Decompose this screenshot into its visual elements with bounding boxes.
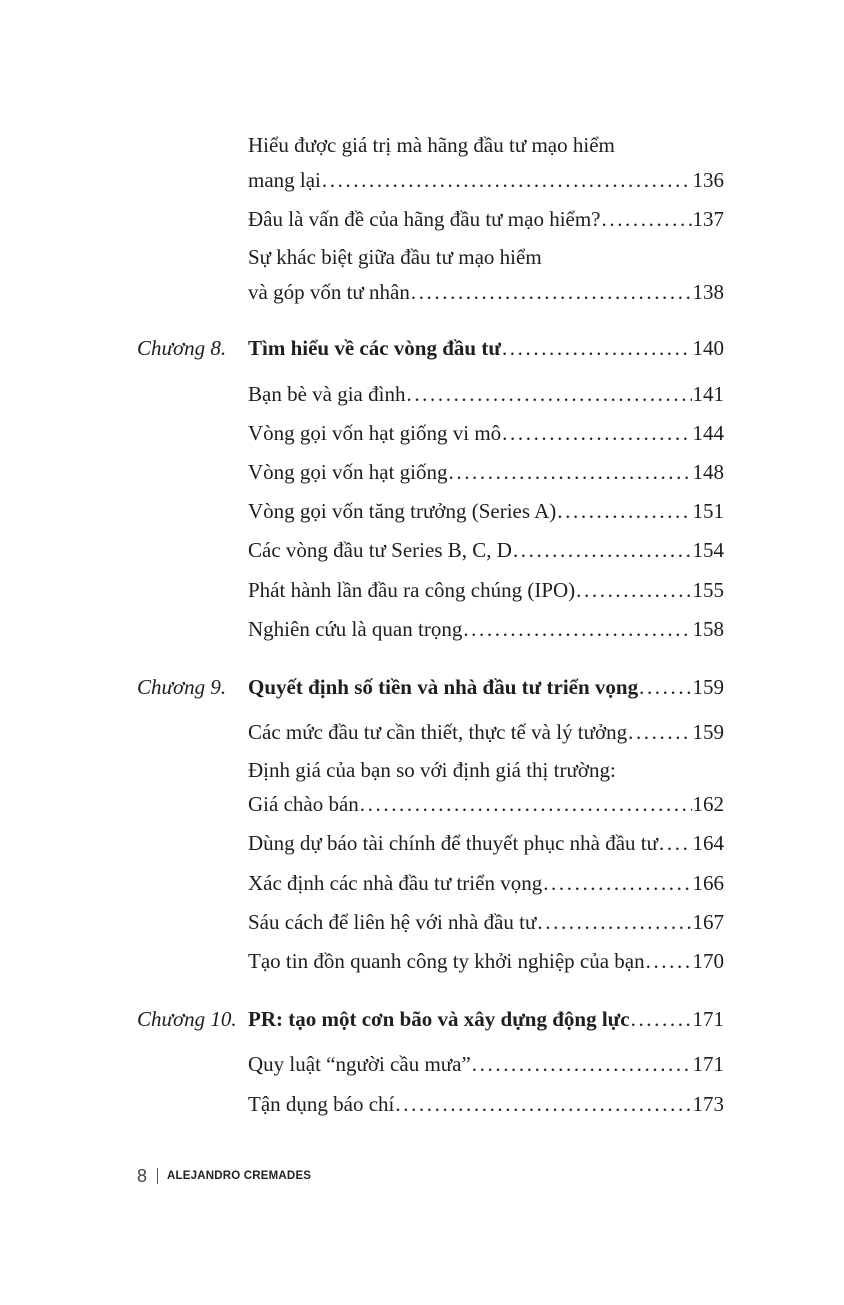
toc-entry[interactable] [248,377,724,411]
footer-page-number: 8 [137,1166,148,1186]
toc-entry-title: Sáu cách để liên hệ với nhà đầu tư [248,910,537,934]
toc-page-number: 167 [692,910,724,934]
chapter-title: Tìm hiểu về các vòng đầu tư [248,336,501,360]
toc-entry[interactable] [248,866,724,900]
toc-entry-title: Đâu là vấn đề của hãng đầu tư mạo hiểm? [248,207,601,231]
toc-page-number: 138 [692,280,724,304]
toc-entry[interactable] [248,715,724,749]
toc-entry[interactable] [248,573,724,607]
toc-entry[interactable] [248,944,724,978]
toc-entry-title: Tạo tin đồn quanh công ty khởi nghiệp của bạn [248,949,645,973]
chapter-heading[interactable] [248,1002,724,1036]
dot-leader [631,1002,692,1036]
toc-entry-title: Xác định các nhà đầu tư triển vọng [248,871,543,895]
chapter-title: PR: tạo một cơn bão và xây dựng động lực [248,1007,630,1031]
chapter-label: Chương 9. [137,675,227,699]
toc-page-number: 148 [692,460,724,484]
toc-page-number: 155 [692,578,724,602]
toc-entry-title: Bạn bè và gia đình [248,382,406,406]
toc-entry-title: Các mức đầu tư cần thiết, thực tế và lý tưởng [248,720,628,744]
dot-leader [557,494,691,528]
footer-author: ALEJANDRO CREMADES [167,1170,312,1182]
chapter-label: Chương 8. [137,336,227,360]
dot-leader [411,275,692,309]
toc-page-number: 171 [692,1007,724,1031]
toc-page-number: 137 [692,207,724,231]
toc-entry-title: Tận dụng báo chí [248,1092,395,1116]
toc-page-number: 140 [692,336,724,360]
toc-entry[interactable] [248,163,724,197]
dot-leader [646,944,692,978]
toc-page-number: 170 [692,949,724,973]
toc-page-number: 164 [692,831,724,855]
chapter-heading[interactable] [248,331,724,365]
dot-leader [639,670,691,704]
chapter-title: Quyết định số tiền và nhà đầu tư triển vọng [248,675,639,699]
toc-page-number: 141 [692,382,724,406]
toc-page-number: 171 [692,1052,724,1076]
dot-leader [513,533,692,567]
toc-entry-first-line: Định giá của bạn so với định giá thị trường: [248,758,616,782]
toc-entry[interactable] [248,533,724,567]
toc-entry[interactable] [248,826,724,860]
toc-entry[interactable] [248,455,724,489]
dot-leader [449,455,692,489]
toc-entry-title: Nghiên cứu là quan trọng [248,617,463,641]
toc-page-number: 144 [692,421,724,445]
toc-page-number: 173 [692,1092,724,1116]
toc-entry[interactable] [248,202,724,236]
dot-leader [576,573,691,607]
toc-entry[interactable] [248,905,724,939]
dot-leader [472,1047,692,1081]
toc-page-number: 136 [692,168,724,192]
dot-leader [543,866,691,900]
toc-entry-title: Vòng gọi vốn tăng trưởng (Series A) [248,499,557,523]
toc-page-number: 158 [692,617,724,641]
toc-entry-title: Vòng gọi vốn hạt giống [248,460,448,484]
toc-entry[interactable] [248,787,724,821]
toc-page-number: 166 [692,871,724,895]
dot-leader [463,612,691,646]
dot-leader [322,163,692,197]
toc-entry-title: Vòng gọi vốn hạt giống vi mô [248,421,502,445]
footer-divider [157,1168,158,1184]
dot-leader [406,377,691,411]
dot-leader [628,715,691,749]
toc-entry-title: và góp vốn tư nhân [248,280,410,304]
dot-leader [360,787,692,821]
toc-entry[interactable] [248,612,724,646]
toc-entry-title: Dùng dự báo tài chính để thuyết phục nhà đầu tư [248,831,659,855]
toc-entry[interactable] [248,494,724,528]
dot-leader [395,1087,691,1121]
dot-leader [537,905,691,939]
dot-leader [659,826,691,860]
toc-entry[interactable] [248,275,724,309]
toc-page-number: 159 [692,720,724,744]
toc-entry-title: Giá chào bán [248,792,359,816]
chapter-label: Chương 10. [137,1007,237,1031]
toc-page-number: 162 [692,792,724,816]
toc-entry-title: mang lại [248,168,321,192]
toc-entry[interactable] [248,416,724,450]
toc-entry-first-line: Hiểu được giá trị mà hãng đầu tư mạo hiểm [248,133,615,157]
toc-page-number: 159 [692,675,724,699]
toc-entry-title: Quy luật “người cầu mưa” [248,1052,471,1076]
toc-entry-first-line: Sự khác biệt giữa đầu tư mạo hiểm [248,245,542,269]
dot-leader [602,202,692,236]
toc-entry[interactable] [248,1087,724,1121]
toc-entry-title: Phát hành lần đầu ra công chúng (IPO) [248,578,576,602]
toc-entry-title: Các vòng đầu tư Series B, C, D [248,538,512,562]
chapter-heading[interactable] [248,670,724,704]
dot-leader [502,331,692,365]
dot-leader [502,416,691,450]
page-footer [137,1164,311,1188]
toc-page-number: 154 [692,538,724,562]
toc-entry[interactable] [248,1047,724,1081]
toc-page-number: 151 [692,499,724,523]
